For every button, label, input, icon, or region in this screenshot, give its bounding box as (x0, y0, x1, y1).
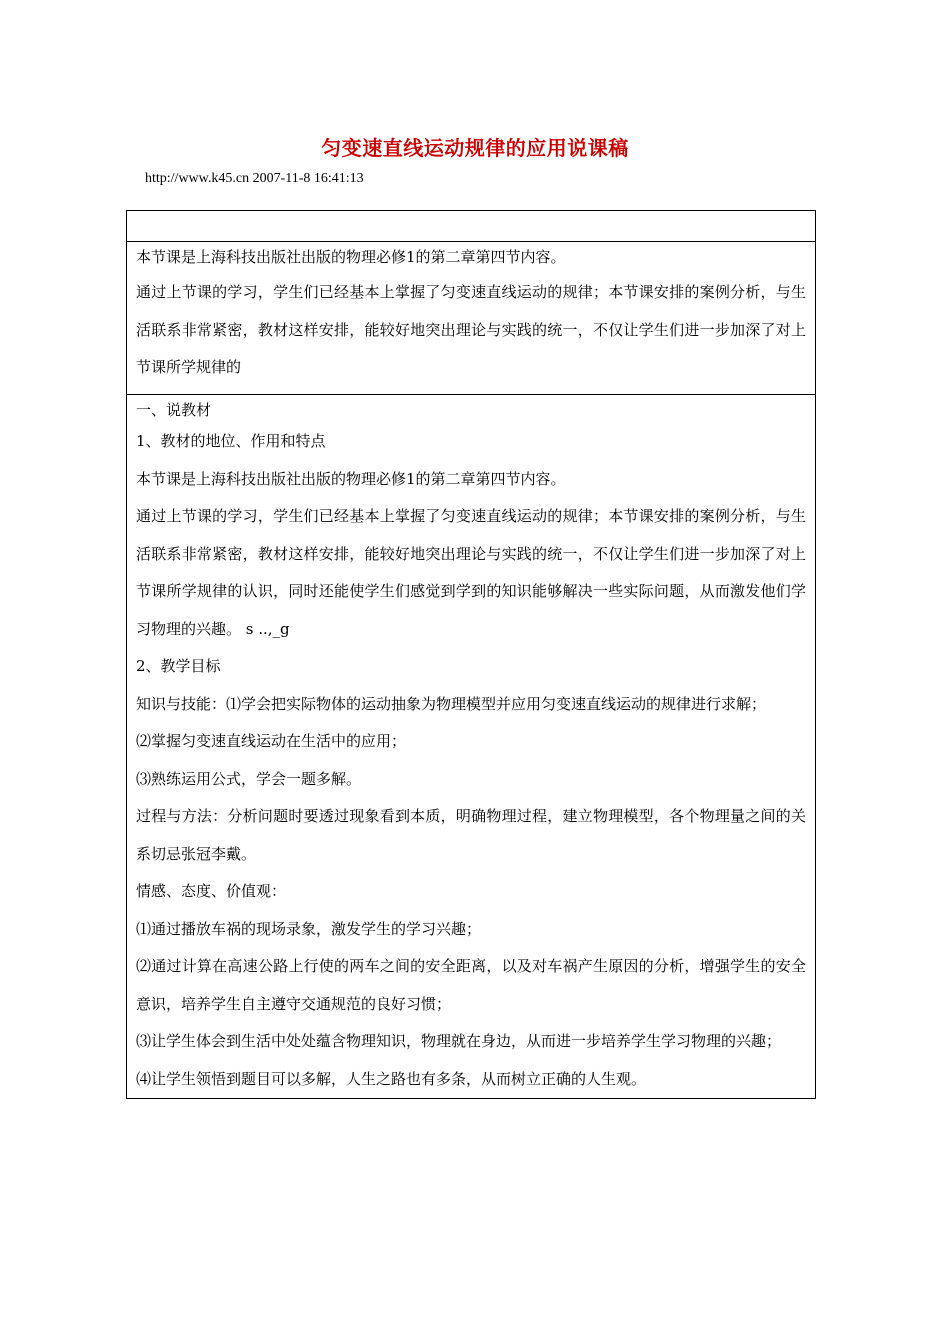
summary-row (127, 242, 816, 395)
document-meta: http://www.k45.cn 2007-11-8 16:41:13 (145, 171, 364, 186)
summary-cell (127, 242, 816, 395)
header-cell (127, 211, 816, 242)
body-paragraph: ⑶让学生体会到生活中处处蕴含物理知识，物理就在身边，从而进一步培养学生学习物理的兴趣； (136, 1032, 782, 1050)
subsection-heading: 2、教学目标 (136, 657, 221, 675)
body-paragraph: 情感、态度、价值观： (136, 882, 287, 900)
body-row (127, 395, 816, 1099)
body-paragraph: ⑷让学生领悟到题目可以多解，人生之路也有多条，从而树立正确的人生观。 (136, 1069, 647, 1088)
table-header-row (127, 211, 816, 242)
body-paragraph: ⑴通过播放车祸的现场录象，激发学生的学习兴趣； (136, 919, 482, 938)
body-paragraph: 过程与方法：分析问题时要透过现象看到本质，明确物理过程，建立物理模型，各个物理量之间的关系切忌张冠李戴。 (136, 807, 806, 863)
body-paragraph: ⑵掌握匀变速直线运动在生活中的应用； (136, 732, 407, 750)
summary-paragraph: 本节课是上海科技出版社出版的物理必修1的第二章第四节内容。 (136, 248, 566, 266)
section-heading: 一、说教材 (136, 401, 212, 419)
content-table (126, 210, 816, 1099)
subsection-heading: 1、教材的地位、作用和特点 (136, 432, 326, 450)
summary-paragraph: 通过上节课的学习，学生们已经基本上掌握了匀变速直线运动的规律；本节课安排的案例分析，与生活联系非常紧密，教材这样安排，能较好地突出理论与实践的统一，不仅让学生们进一步加深了对上节课所学规律的 (136, 283, 806, 376)
body-paragraph: ⑶熟练运用公式，学会一题多解。 (136, 769, 362, 788)
body-paragraph: 知识与技能：⑴学会把实际物体的运动抽象为物理模型并应用匀变速直线运动的规律进行求解； (136, 694, 767, 713)
body-cell (127, 395, 816, 1099)
body-paragraph: 本节课是上海科技出版社出版的物理必修1的第二章第四节内容。 (136, 469, 566, 488)
document-title: 匀变速直线运动规律的应用说课稿 (321, 136, 629, 160)
body-paragraph: 通过上节课的学习，学生们已经基本上掌握了匀变速直线运动的规律；本节课安排的案例分析，与生活联系非常紧密，教材这样安排，能较好地突出理论与实践的统一，不仅让学生们进一步加深了对上节课所学规律的认识，同时还能使学生们感觉到学到的知识能够解决一些实际问题，从而激发他们学习物理的兴趣。 s ..,_g (136, 507, 806, 638)
body-paragraph: ⑵通过计算在高速公路上行使的两车之间的安全距离，以及对车祸产生原因的分析，增强学生的安全意识，培养学生自主遵守交通规范的良好习惯； (136, 957, 806, 1013)
